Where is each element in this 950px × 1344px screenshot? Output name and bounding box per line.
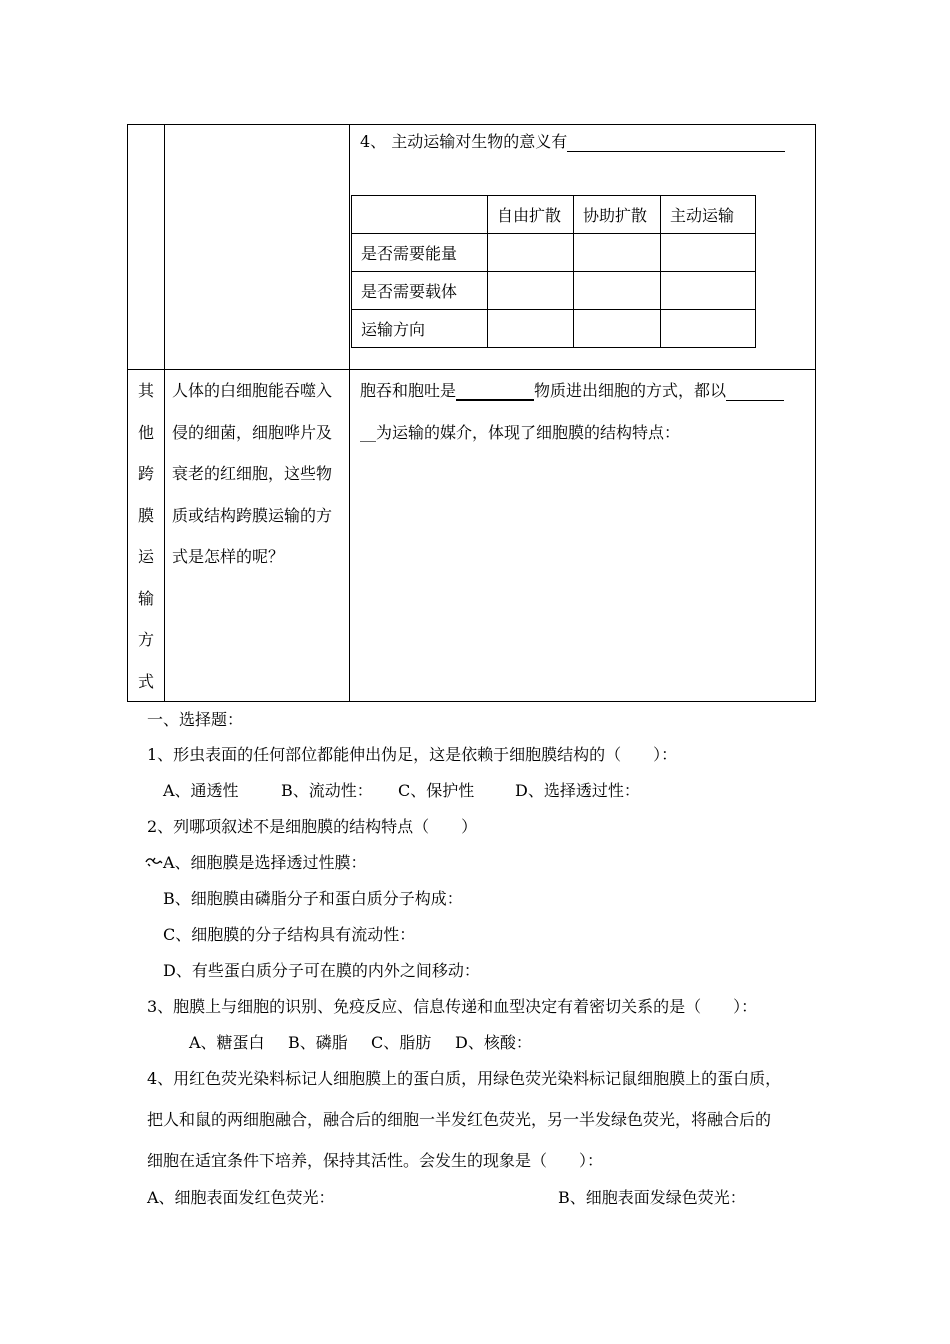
q3-option-c[interactable]: C、脂肪 xyxy=(371,1033,432,1052)
answer-text-a: 胞吞和胞吐是 xyxy=(360,381,457,400)
comparison-answer-cell[interactable] xyxy=(574,272,661,310)
side-label-char: 运 xyxy=(137,547,154,566)
section-title: 一、选择题： xyxy=(147,710,244,729)
comparison-header-cell: 自由扩散 xyxy=(488,196,574,234)
comparison-header-cell: 协助扩散 xyxy=(574,196,661,234)
comparison-answer-cell[interactable] xyxy=(488,272,574,310)
side-label-char: 其 xyxy=(137,381,154,400)
table-row xyxy=(352,196,756,234)
answer-line-1 xyxy=(360,378,784,401)
question-3: 3、胞膜上与细胞的识别、免疫反应、信息传递和血型决定有着密切关系的是（ ）： xyxy=(147,997,758,1016)
endocytosis-blank-2[interactable] xyxy=(726,386,784,401)
q2-option-b[interactable]: B、细胞膜由磷脂分子和蛋白质分子构成： xyxy=(163,889,463,908)
table-border-right xyxy=(815,124,816,702)
comparison-answer-cell[interactable] xyxy=(488,234,574,272)
q3-option-a[interactable]: A、糖蛋白 xyxy=(189,1033,265,1052)
question-4-line: 把人和鼠的两细胞融合，融合后的细胞一半发红色荧光，另一半发绿色荧光，将融合后的 xyxy=(147,1110,772,1129)
question-line: 侵的细菌，细胞哗片及 xyxy=(172,423,333,442)
table-col-divider-2 xyxy=(349,124,350,702)
item4-answer-blank[interactable] xyxy=(567,137,785,152)
question-1: 1、形虫表面的任何部位都能伸出伪足，这是依赖于细胞膜结构的（ ）： xyxy=(147,745,678,764)
comparison-row-label: 是否需要能量 xyxy=(352,234,488,272)
ornament-icon-svg xyxy=(145,856,163,868)
comparison-answer-cell[interactable] xyxy=(661,310,756,348)
item4-text xyxy=(360,129,785,152)
table-row xyxy=(352,272,756,310)
item4-prefix: 4、 主动运输对生物的意义有 xyxy=(360,132,568,151)
q1-option-a[interactable]: A、通透性 xyxy=(163,781,239,800)
ornament-icon xyxy=(145,853,163,872)
q3-option-b[interactable]: B、磷脂 xyxy=(288,1033,348,1052)
comparison-row-label: 运输方向 xyxy=(352,310,488,348)
comparison-row-label: 是否需要载体 xyxy=(352,272,488,310)
side-label-char: 式 xyxy=(137,672,154,691)
side-label-char: 他 xyxy=(137,423,154,442)
question-2: 2、列哪项叙述不是细胞膜的结构特点（ ） xyxy=(147,817,478,836)
table-row-divider xyxy=(127,369,816,370)
comparison-answer-cell[interactable] xyxy=(661,272,756,310)
question-line: 质或结构跨膜运输的方 xyxy=(172,506,333,525)
table-border-top xyxy=(127,124,816,125)
table-border-bottom xyxy=(127,701,816,702)
question-4-line: 细胞在适宜条件下培养，保持其活性。会发生的现象是（ ）： xyxy=(147,1151,604,1170)
q2-option-a[interactable] xyxy=(145,850,367,873)
side-label-char: 膜 xyxy=(137,506,154,525)
q4-option-b[interactable]: B、细胞表面发绿色荧光： xyxy=(558,1188,746,1207)
comparison-answer-cell[interactable] xyxy=(488,310,574,348)
comparison-answer-cell[interactable] xyxy=(574,310,661,348)
question-line: 人体的白细胞能吞噬入 xyxy=(172,381,333,400)
side-label-char: 输 xyxy=(137,589,154,608)
question-4-line: 4、用红色荧光染料标记人细胞膜上的蛋白质，用绿色荧光染料标记鼠细胞膜上的蛋白质， xyxy=(147,1069,782,1088)
comparison-table xyxy=(351,195,756,348)
comparison-answer-cell[interactable] xyxy=(661,234,756,272)
table-border-left xyxy=(127,124,128,702)
q2-option-d[interactable]: D、有些蛋白质分子可在膜的内外之间移动： xyxy=(163,961,480,980)
q1-option-d[interactable]: D、选择透过性： xyxy=(515,781,640,800)
answer-line-2: __为运输的媒介，体现了细胞膜的结构特点： xyxy=(360,423,681,442)
side-label-char: 方 xyxy=(137,630,154,649)
comparison-header-cell xyxy=(352,196,488,234)
q2-option-a-text: A、细胞膜是选择透过性膜： xyxy=(163,853,367,872)
table-row xyxy=(352,234,756,272)
q1-option-c[interactable]: C、保护性 xyxy=(398,781,475,800)
comparison-header-cell: 主动运输 xyxy=(661,196,756,234)
table-row xyxy=(352,310,756,348)
answer-text-b: 物质进出细胞的方式，都以 xyxy=(534,381,727,400)
endocytosis-blank-1[interactable] xyxy=(456,385,534,401)
q1-option-b[interactable]: B、流动性： xyxy=(281,781,373,800)
q4-option-a[interactable]: A、细胞表面发红色荧光： xyxy=(147,1188,335,1207)
question-line: 衰老的红细胞，这些物 xyxy=(172,464,333,483)
q3-option-d[interactable]: D、核酸： xyxy=(455,1033,532,1052)
comparison-answer-cell[interactable] xyxy=(574,234,661,272)
table-col-divider-1 xyxy=(164,124,165,702)
side-label-char: 跨 xyxy=(137,464,154,483)
q2-option-c[interactable]: C、细胞膜的分子结构具有流动性： xyxy=(163,925,416,944)
question-line: 式是怎样的呢？ xyxy=(172,547,285,566)
